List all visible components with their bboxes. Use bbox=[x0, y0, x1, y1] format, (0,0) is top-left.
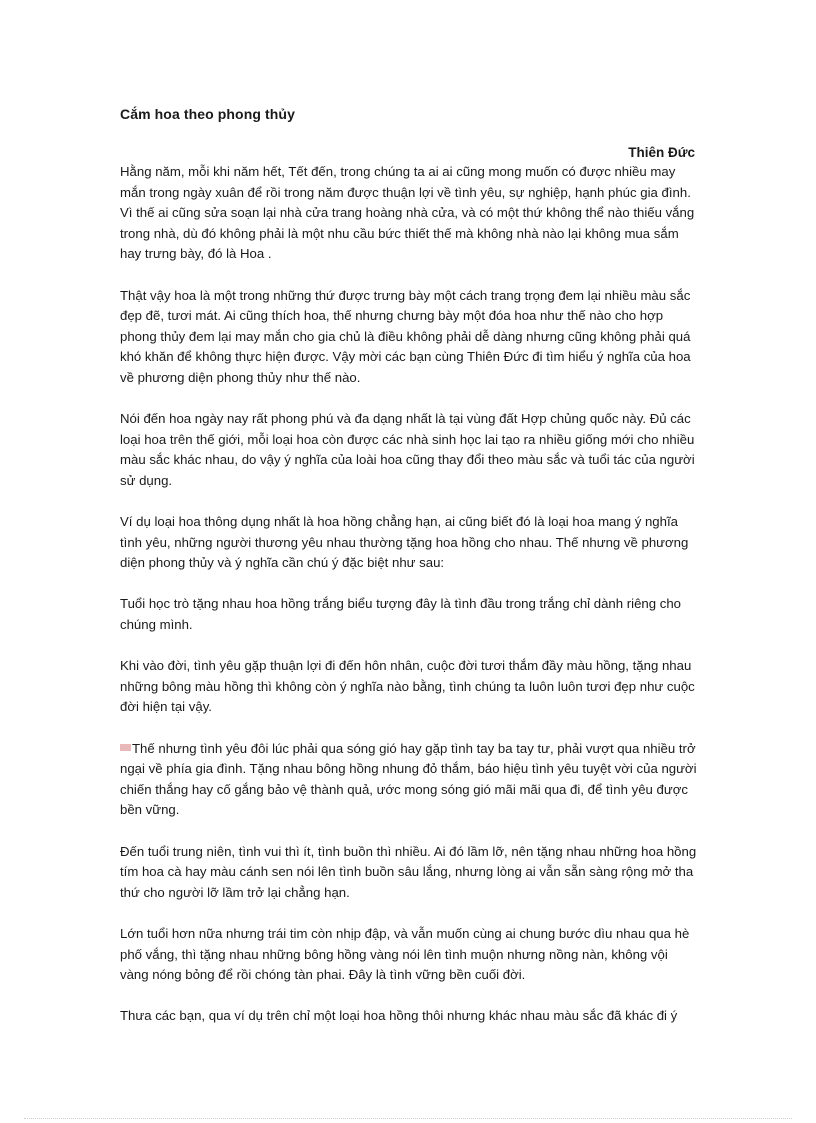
paragraph: Đến tuổi trung niên, tình vui thì ít, tình buồn thì nhiều. Ai đó lầm lỡ, nên tặng nhau những hoa hồng tím hoa cà hay màu cánh sen nói lên tình buồn sâu lắng, nhưng lòng ai vẫn sẵn sàng rộng mở tha thứ cho người lỡ lầm trở lại chẳng hạn. bbox=[120, 843, 697, 900]
paragraph: Thưa các bạn, qua ví dụ trên chỉ một loại hoa hồng thôi nhưng khác nhau màu sắc đã khác đi ý bbox=[120, 1008, 678, 1024]
page-bottom-divider bbox=[24, 1118, 792, 1119]
paragraph: Nói đến hoa ngày nay rất phong phú và đa dạng nhất là tại vùng đất Hợp chủng quốc này. Đủ các loại hoa trên thế giới, mỗi loại hoa còn được các nhà sinh học lai tạo ra nhiều giống mới cho nhiều màu sắc khác nhau, do vậy ý nghĩa của loài hoa cũng thay đổi theo màu sắc và tuổi tác của người sử dụng. bbox=[120, 411, 695, 488]
paragraph: Ví dụ loại hoa thông dụng nhất là hoa hồng chẳng hạn, ai cũng biết đó là loại hoa mang ý nghĩa tình yêu, những người thương yêu nhau thường tặng hoa hồng cho nhau. Thế nhưng về phương diện phong thủy và ý nghĩa cần chú ý đặc biệt như sau: bbox=[120, 514, 689, 571]
author-name: Thiên Đức bbox=[628, 145, 695, 160]
paragraph: Thật vậy hoa là một trong những thứ được trưng bày một cách trang trọng đem lại nhiều màu sắc đẹp đẽ, tươi mát. Ai cũng thích hoa, thế nhưng chưng bày một đóa hoa như thế nào cho hợp phong thủy đem lại may mắn cho gia chủ là điều không phải dễ dàng nhưng cũng không phải quá khó khăn để không thực hiện được. Vậy mời các bạn cùng Thiên Đức đi tìm hiểu ý nghĩa của hoa về phương diện phong thủy như thế nào. bbox=[120, 287, 691, 385]
document-body bbox=[120, 162, 700, 1048]
paragraph-text: Thế nhưng tình yêu đôi lúc phải qua sóng gió hay gặp tình tay ba tay tư, phải vượt qua nhiều trở ngại về phía gia đình. Tặng nhau bông hồng nhung đỏ thắm, báo hiệu tình yêu tuyệt vời của người chiến thắng hay cố gắng bảo vệ thành quả, ước mong sóng gió mãi mãi qua đi, để tình yêu được bền vững. bbox=[120, 740, 697, 818]
paragraph: Tuổi học trò tặng nhau hoa hồng trắng biểu tượng đây là tình đầu trong trắng chỉ dành riêng cho chúng mình. bbox=[120, 596, 681, 633]
paragraph: Hằng năm, mỗi khi năm hết, Tết đến, trong chúng ta ai ai cũng mong muốn có được nhiều may mắn trong ngày xuân để rồi trong năm được thuận lợi về tình yêu, sự nghiệp, hạnh phúc gia đình. Vì thế ai cũng sửa soạn lại nhà cửa trang hoàng nhà cửa, và có một thứ không thể nào thiếu vắng trong nhà, dù đó không phải là một nhu cầu bức thiết thế mà không nhà nào lại không mua sắm hay trưng bày, đó là Hoa . bbox=[120, 164, 695, 262]
paragraph: Lớn tuổi hơn nữa nhưng trái tim còn nhịp đập, và vẫn muốn cùng ai chung bước dìu nhau qua hè phố vắng, thì tặng nhau những bông hồng vàng nói lên tình muộn nhưng nồng nàn, không vội vàng nóng bỏng để rồi chóng tàn phai. Đây là tình vững bền cuối đời. bbox=[120, 925, 690, 983]
document-title: Cắm hoa theo phong thủy bbox=[120, 106, 295, 122]
paragraph-with-marker bbox=[120, 739, 700, 821]
image-placeholder-marker bbox=[120, 744, 131, 751]
paragraph: Khi vào đời, tình yêu gặp thuận lợi đi đến hôn nhân, cuộc đời tươi thắm đầy màu hồng, tặng nhau những bông màu hồng thì không còn ý nghĩa nào bằng, tình chúng ta luôn luôn tươi đẹp như cuộc đời hiện tại vậy. bbox=[120, 658, 695, 715]
